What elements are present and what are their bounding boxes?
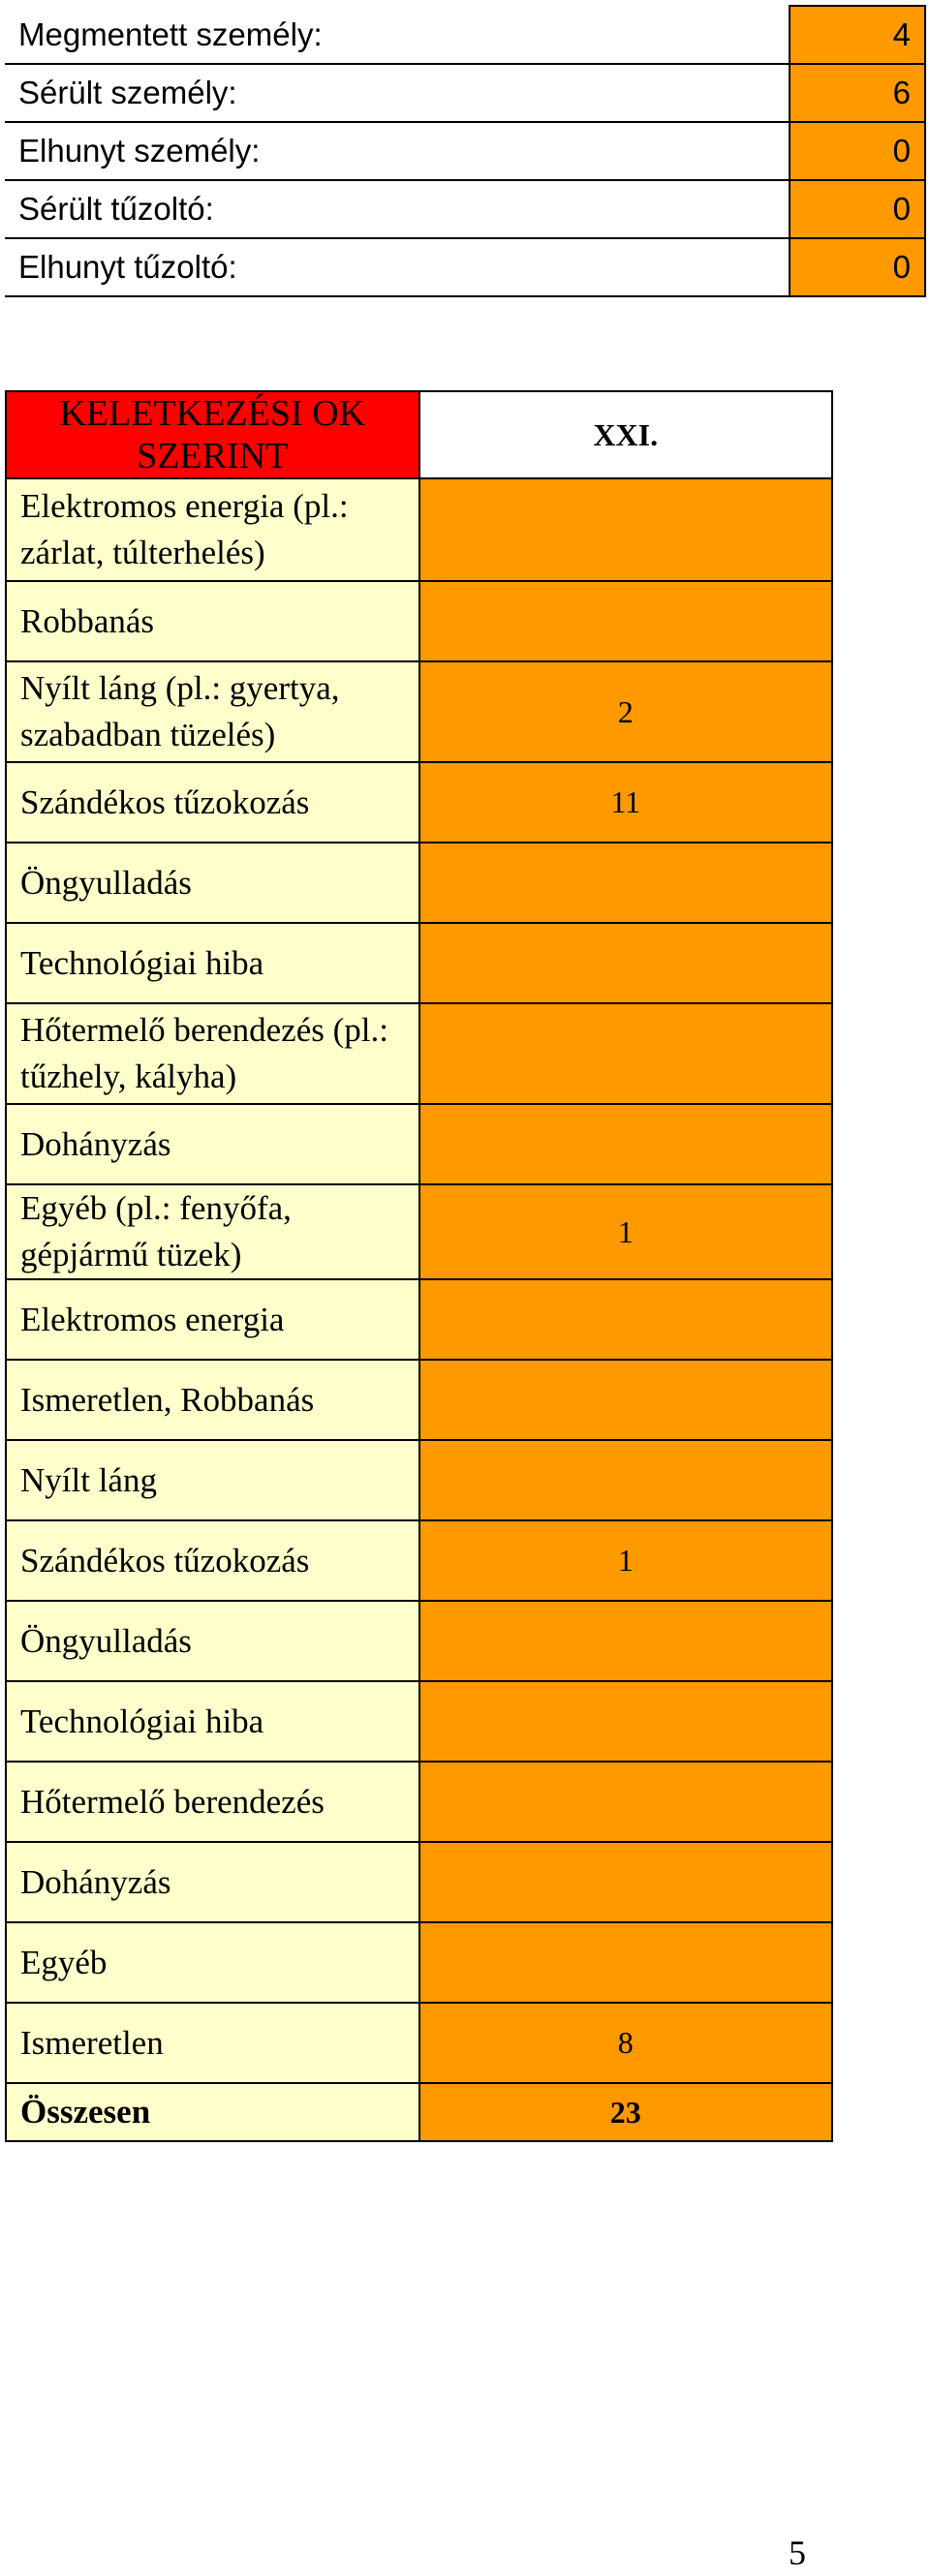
- cause-table-title: KELETKEZÉSI OK SZERINT: [6, 391, 419, 478]
- cause-value: [419, 1003, 833, 1104]
- summary-label: Elhunyt személy:: [5, 122, 790, 180]
- table-row: [6, 1601, 832, 1681]
- cause-value: [419, 478, 833, 581]
- summary-label: Sérült tűzoltó:: [5, 180, 790, 238]
- cause-value: [419, 1440, 833, 1520]
- table-row: [6, 1681, 832, 1762]
- table-row: [6, 1520, 832, 1601]
- cause-value: 1: [419, 1520, 833, 1601]
- cause-value: 1: [419, 1184, 833, 1279]
- table-row: [6, 843, 832, 923]
- summary-value: 0: [790, 122, 925, 180]
- cause-value: [419, 1922, 833, 2003]
- total-row: [6, 2083, 832, 2141]
- cause-label: Öngyulladás: [6, 1601, 419, 1681]
- cause-value: [419, 1104, 833, 1184]
- cause-value: [419, 843, 833, 923]
- table-row: [6, 1440, 832, 1520]
- table-row: [5, 122, 925, 180]
- cause-value: [419, 1681, 833, 1762]
- summary-table: [5, 5, 926, 297]
- cause-label: Dohányzás: [6, 1104, 419, 1184]
- table-row: [6, 581, 832, 661]
- cause-label: Szándékos tűzokozás: [6, 1520, 419, 1601]
- cause-label: Öngyulladás: [6, 843, 419, 923]
- cause-value: [419, 1842, 833, 1922]
- summary-label: Megmentett személy:: [5, 6, 790, 64]
- table-row: [5, 64, 925, 122]
- table-row: [6, 762, 832, 843]
- table-row: [6, 2003, 832, 2083]
- cause-value: 8: [419, 2003, 833, 2083]
- table-row: [6, 1762, 832, 1842]
- table-row: [6, 1360, 832, 1440]
- cause-label: Egyéb: [6, 1922, 419, 2003]
- cause-label: Nyílt láng (pl.: gyertya, szabadban tüzelés): [6, 661, 419, 762]
- cause-value: [419, 581, 833, 661]
- summary-value: 0: [790, 238, 925, 296]
- summary-value: 0: [790, 180, 925, 238]
- table-row: [6, 923, 832, 1003]
- table-row: [6, 478, 832, 581]
- summary-label: Sérült személy:: [5, 64, 790, 122]
- cause-label: Egyéb (pl.: fenyőfa, gépjármű tüzek): [6, 1184, 419, 1279]
- summary-value: 6: [790, 64, 925, 122]
- cause-label: Hőtermelő berendezés (pl.: tűzhely, kályha): [6, 1003, 419, 1104]
- cause-value: [419, 1762, 833, 1842]
- cause-value: [419, 1360, 833, 1440]
- cause-table: [5, 390, 833, 2142]
- cause-value: [419, 923, 833, 1003]
- total-label: Összesen: [6, 2083, 419, 2141]
- table-row: [6, 1104, 832, 1184]
- table-row: [6, 1184, 832, 1279]
- table-row: [6, 1003, 832, 1104]
- table-row: [6, 1922, 832, 2003]
- cause-label: Elektromos energia: [6, 1279, 419, 1360]
- cause-label: Dohányzás: [6, 1842, 419, 1922]
- summary-label: Elhunyt tűzoltó:: [5, 238, 790, 296]
- cause-label: Nyílt láng: [6, 1440, 419, 1520]
- cause-label: Elektromos energia (pl.: zárlat, túlterhelés): [6, 478, 419, 581]
- cause-label: Ismeretlen: [6, 2003, 419, 2083]
- table-row: [5, 180, 925, 238]
- cause-table-period: XXI.: [419, 391, 833, 478]
- cause-label: Ismeretlen, Robbanás: [6, 1360, 419, 1440]
- cause-label: Technológiai hiba: [6, 1681, 419, 1762]
- cause-value: 11: [419, 762, 833, 843]
- total-value: 23: [419, 2083, 833, 2141]
- table-row: [5, 238, 925, 296]
- page-number: 5: [789, 2533, 806, 2572]
- cause-label: Szándékos tűzokozás: [6, 762, 419, 843]
- table-header-row: [6, 391, 832, 478]
- summary-value: 4: [790, 6, 925, 64]
- cause-value: 2: [419, 661, 833, 762]
- table-row: [6, 661, 832, 762]
- table-row: [6, 1279, 832, 1360]
- table-row: [5, 6, 925, 64]
- cause-label: Technológiai hiba: [6, 923, 419, 1003]
- cause-label: Hőtermelő berendezés: [6, 1762, 419, 1842]
- table-row: [6, 1842, 832, 1922]
- cause-value: [419, 1601, 833, 1681]
- cause-value: [419, 1279, 833, 1360]
- cause-label: Robbanás: [6, 581, 419, 661]
